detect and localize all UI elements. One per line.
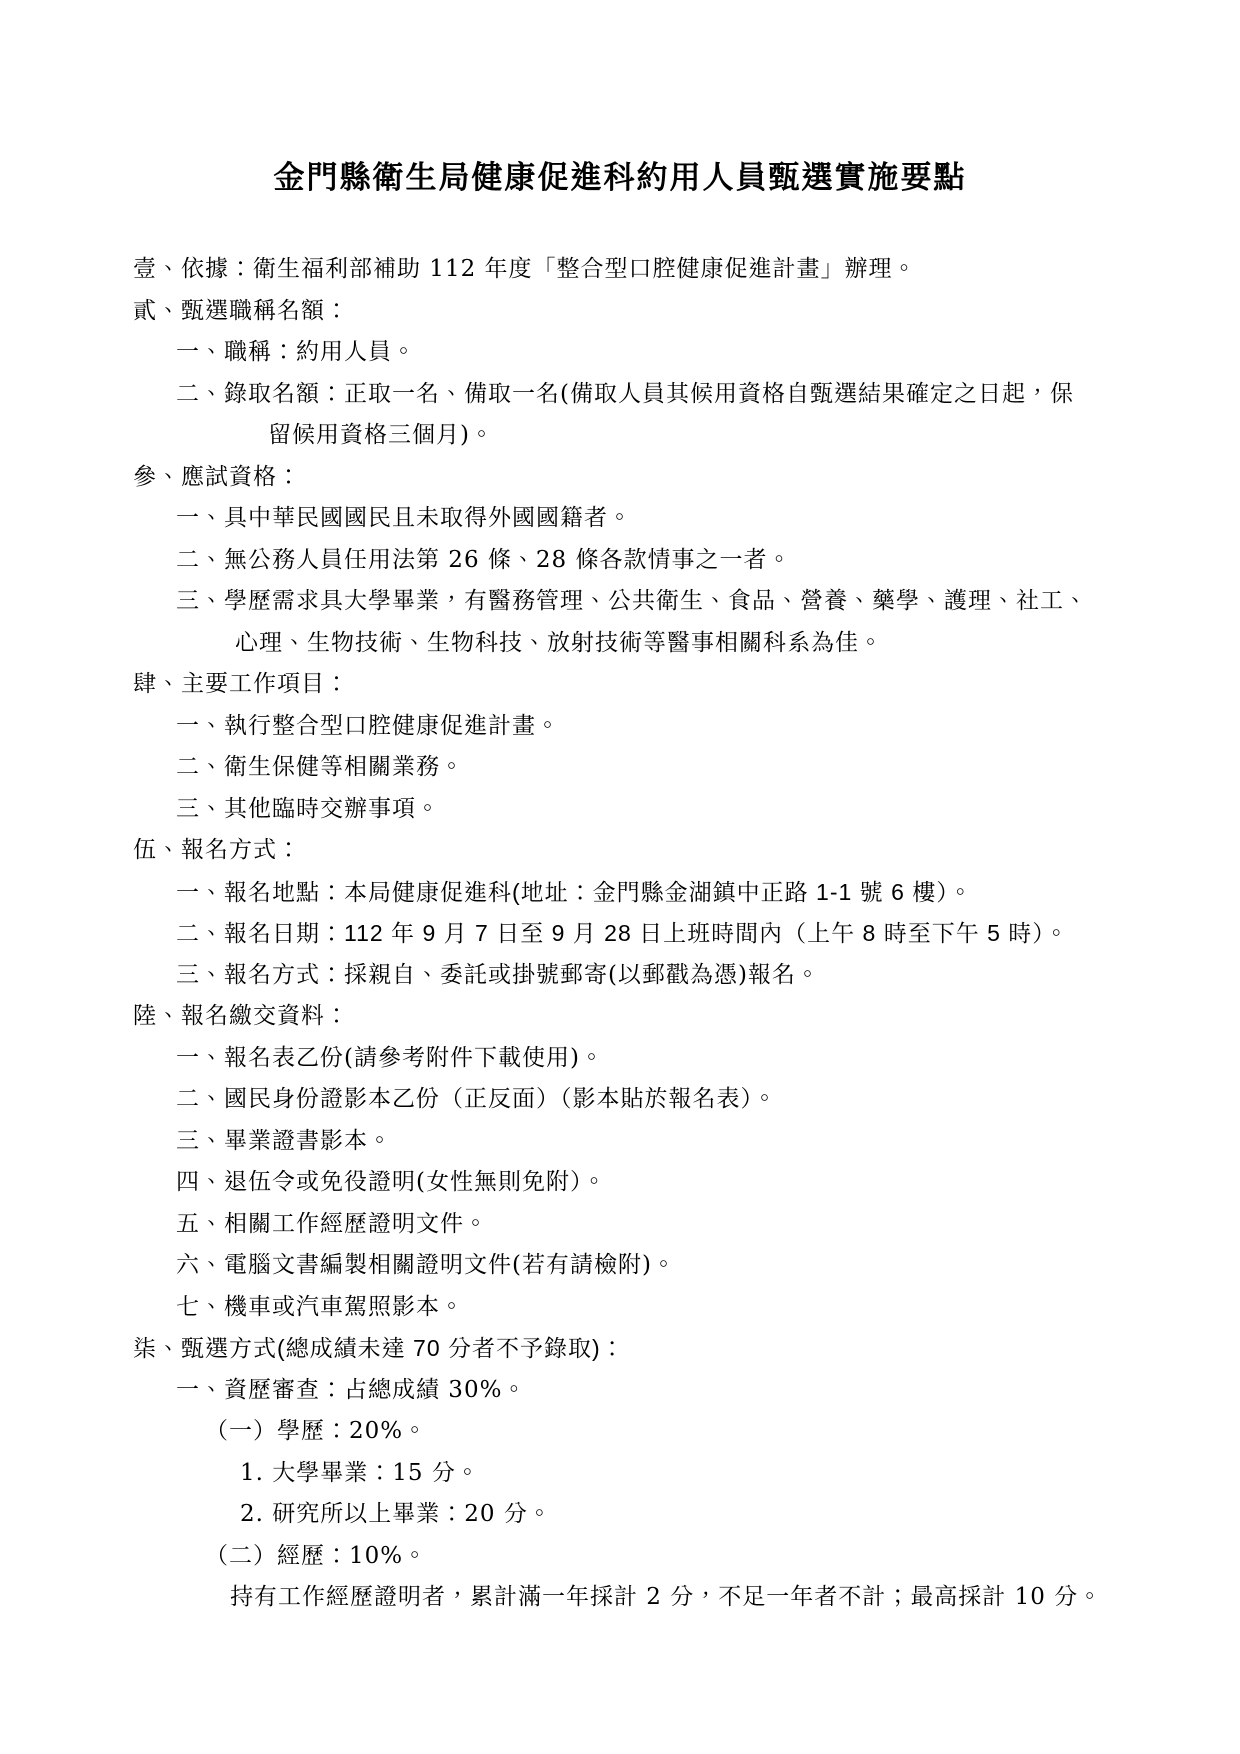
list-item: 五、相關工作經歷證明文件。 — [176, 1210, 488, 1237]
list-item: 二、錄取名額：正取一名、備取一名(備取人員其候用資格自甄選結果確定之日起，保 — [176, 380, 1074, 407]
list-item: 三、畢業證書影本。 — [176, 1127, 392, 1154]
section-heading: 肆、主要工作項目： — [133, 671, 349, 697]
list-item: 二、衛生保健等相關業務。 — [176, 754, 464, 780]
section-selection — [0, 1328, 1240, 1619]
section-registration — [0, 830, 1240, 996]
point-item: 2. 研究所以上畢業：20 分。 — [240, 1501, 552, 1527]
list-item-continuation: 心理、生物技術、生物科技、放射技術等醫事相關科系為佳。 — [235, 629, 883, 656]
document-title: 金門縣衛生局健康促進科約用人員甄選實施要點 — [273, 160, 967, 196]
section-heading: 陸、報名繳交資料： — [133, 1003, 349, 1029]
section-qualifications — [0, 457, 1240, 665]
section-heading: 伍、報名方式： — [133, 837, 301, 863]
list-item: 三、其他臨時交辦事項。 — [176, 795, 440, 822]
point-item: 1. 大學畢業：15 分。 — [240, 1459, 480, 1486]
list-item: 一、具中華民國國民且未取得外國國籍者。 — [176, 505, 632, 531]
sub-item-note: 持有工作經歷證明者，累計滿一年採計 2 分，不足一年者不計；最高採計 10 分。 — [230, 1584, 1103, 1610]
list-item: 一、報名地點：本局健康促進科(地址：金門縣金湖鎮中正路 1-1 號 6 樓）。 — [176, 878, 973, 905]
list-item: 七、機車或汽車駕照影本。 — [176, 1293, 464, 1320]
section-basis — [0, 249, 1240, 291]
list-item: 六、電腦文書編製相關證明文件(若有請檢附)。 — [176, 1252, 676, 1278]
list-item: 四、退伍令或免役證明(女性無則免附）。 — [176, 1169, 607, 1195]
section-positions — [0, 291, 1240, 457]
list-item: 三、報名方式：採親自、委託或掛號郵寄(以郵戳為憑)報名。 — [176, 961, 820, 988]
section-documents — [0, 996, 1240, 1328]
list-item-continuation: 留候用資格三個月)。 — [268, 422, 494, 448]
list-item: 二、報名日期：112 年 9 月 7 日至 9 月 28 日上班時間內（上午 8 時至下午 5 時）。 — [176, 920, 1069, 946]
list-item: 一、資歷審查：占總成績 30%。 — [176, 1376, 527, 1403]
list-item: 三、學歷需求具大學畢業，有醫務管理、公共衛生、食品、營養、藥學、護理、社工、 — [176, 588, 1088, 614]
section-heading: 參、應試資格： — [133, 463, 301, 490]
sub-item: （一）學歷：20%。 — [205, 1418, 428, 1444]
list-item: 二、無公務人員任用法第 26 條、28 條各款情事之一者。 — [176, 546, 792, 573]
section-duties — [0, 664, 1240, 830]
section-heading: 壹、依據：衛生福利部補助 112 年度「整合型口腔健康促進計畫」辦理。 — [133, 256, 917, 282]
list-item: 一、報名表乙份(請參考附件下載使用)。 — [176, 1044, 604, 1071]
sub-item: （二）經歷：10%。 — [205, 1542, 428, 1569]
section-heading: 貳、甄選職稱名額： — [133, 297, 349, 324]
list-item: 二、國民身份證影本乙份（正反面）（影本貼於報名表）。 — [176, 1086, 777, 1112]
document-body — [0, 249, 1240, 1619]
list-item: 一、職稱：約用人員。 — [176, 339, 416, 365]
section-heading: 柒、甄選方式(總成績未達 70 分者不予錄取)： — [133, 1335, 625, 1361]
list-item: 一、執行整合型口腔健康促進計畫。 — [176, 712, 560, 739]
